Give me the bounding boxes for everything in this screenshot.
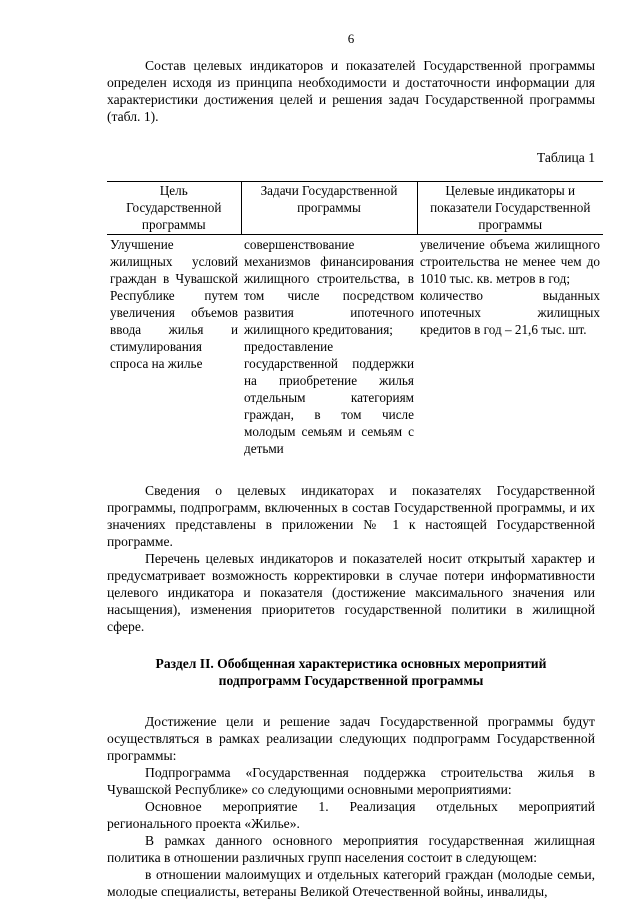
header-tasks: Задачи Государственной программы — [241, 182, 417, 235]
cell-indicators — [417, 235, 603, 458]
cell-tasks — [241, 235, 417, 458]
table-row — [107, 235, 603, 458]
section-title — [107, 655, 595, 689]
page-number: 6 — [347, 31, 355, 46]
paragraph: Основное мероприятие 1. Реализация отдельных мероприятий регионального проекта «Жилье». — [107, 799, 595, 831]
paragraph: Достижение цели и решение задач Государственной программы будут осуществляться в рамках реализации следующих подпрограмм Государственной программы: — [107, 714, 595, 763]
table-label: Таблица 1 — [536, 150, 595, 165]
paragraph: Подпрограмма «Государственная поддержка строительства жилья в Чувашской Республике» со следующими основными мероприятиями: — [107, 765, 595, 797]
paragraph: В рамках данного основного мероприятия государственная жилищная политика в отношении различных групп населения состоит в следующем: — [107, 833, 595, 865]
intro-paragraph: Состав целевых индикаторов и показателей Государственной программы определен исходя из принципа необходимости и достаточности информации для характеристики достижения целей и решения задач Государственной программы (табл. 1). — [107, 58, 595, 124]
header-goal: Цель Государственной программы — [107, 182, 241, 235]
paragraph: Сведения о целевых индикаторах и показателях Государственной программы, подпрограмм, включенных в состав Государственной программы, и их значениях представлены в приложении № 1 к настоящей Государственной программе. — [107, 483, 595, 549]
task-item: совершенствование механизмов финансирования жилищного строительства, в том числе посредством развития ипотечного жилищного кредитования; — [244, 237, 414, 337]
indicators-table — [107, 181, 603, 457]
section-title-line: Раздел II. Обобщенная характеристика основных мероприятий — [155, 656, 547, 671]
cell-goal — [107, 235, 241, 458]
indicator-item: количество выданных ипотечных жилищных кредитов в год – 21,6 тыс. шт. — [420, 288, 600, 337]
document-page — [107, 30, 600, 900]
paragraph: в отношении малоимущих и отдельных категорий граждан (молодые семьи, молодые специалисты, ветераны Великой Отечественной войны, инвалиды, — [107, 867, 595, 899]
paragraph: Перечень целевых индикаторов и показателей носит открытый характер и предусматривает возможность корректировки в случае потери информативности целевого индикатора и показателя (достижение максимального значения или насыщения), изменения приоритетов государственной политики в жилищной сфере. — [107, 551, 595, 634]
section-title-line: подпрограмм Государственной программы — [218, 673, 484, 688]
goal-text: Улучшение жилищных условий граждан в Чувашской Республике путем увеличения объемов ввода жилья и стимулирования спроса на жилье — [110, 237, 238, 371]
indicator-item: увеличение объема жилищного строительства не менее чем до 1010 тыс. кв. метров в год; — [420, 237, 600, 286]
table-header-row — [107, 182, 603, 235]
task-item: предоставление государственной поддержки на приобретение жилья отдельным категориям граждан, в том числе молодым семьям и семьям с детьми — [244, 339, 414, 456]
header-indicators: Целевые индикаторы и показатели Государственной программы — [417, 182, 603, 235]
